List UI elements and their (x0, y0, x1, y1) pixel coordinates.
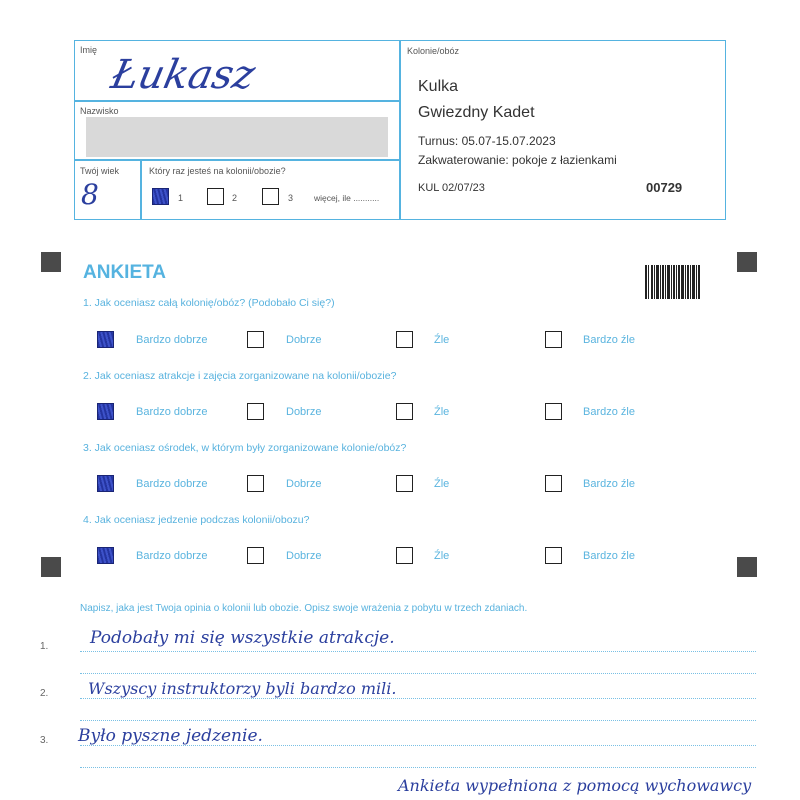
form-number: 00729 (646, 180, 683, 195)
answer-number-1: 1. (40, 641, 49, 652)
q3-label-bardzo-zle: Bardzo źle (583, 478, 635, 490)
q1-label-bardzo-dobrze: Bardzo dobrze (136, 334, 208, 346)
barcode (645, 265, 700, 299)
q1-option-dobrze[interactable] (247, 331, 264, 348)
last-name-label: Nazwisko (80, 106, 119, 116)
divider (74, 100, 400, 102)
q3-label-bardzo-dobrze: Bardzo dobrze (136, 478, 208, 490)
camp-turnus: Turnus: 05.07-15.07.2023 (418, 134, 556, 148)
q3-label-dobrze: Dobrze (286, 478, 322, 490)
scan-marker-bottom-left (41, 557, 61, 577)
q2-option-dobrze[interactable] (247, 403, 264, 420)
q1-label-dobrze: Dobrze (286, 334, 322, 346)
question-2: 2. Jak oceniasz atrakcje i zajęcia zorganizowane na kolonii/obozie? (83, 370, 397, 382)
first-name-label: Imię (80, 45, 98, 55)
q3-option-dobrze[interactable] (247, 475, 264, 492)
q1-label-bardzo-zle: Bardzo źle (583, 334, 635, 346)
answer-number-3: 3. (40, 735, 49, 746)
visit-count-checkbox-2[interactable] (207, 188, 224, 205)
answer-line (80, 698, 756, 699)
q1-option-zle[interactable] (396, 331, 413, 348)
question-4: 4. Jak oceniasz jedzenie podczas kolonii/obozu? (83, 514, 310, 526)
divider (140, 159, 142, 219)
visit-count-option-3: 3 (288, 193, 294, 203)
first-name-handwritten[interactable]: Łukasz (107, 52, 260, 98)
question-3: 3. Jak oceniasz ośrodek, w którym były zorganizowane kolonie/obóz? (83, 442, 407, 454)
answer-line (80, 720, 756, 721)
q2-label-bardzo-zle: Bardzo źle (583, 406, 635, 418)
q2-option-bardzo-dobrze[interactable] (97, 403, 114, 420)
scan-marker-top-left (41, 252, 61, 272)
q1-option-bardzo-zle[interactable] (545, 331, 562, 348)
visit-count-label: Który raz jesteś na kolonii/obozie? (149, 166, 286, 176)
camp-code: KUL 02/07/23 (418, 182, 485, 194)
camp-accommodation: Zakwaterowanie: pokoje z łazienkami (418, 153, 617, 167)
answer-line (80, 767, 756, 768)
q4-option-bardzo-dobrze[interactable] (97, 547, 114, 564)
opinion-prompt: Napisz, jaka jest Twoja opinia o kolonii lub obozie. Opisz swoje wrażenia z pobytu w trzech zdaniach. (80, 603, 528, 614)
q1-option-bardzo-dobrze[interactable] (97, 331, 114, 348)
scan-marker-top-right (737, 252, 757, 272)
last-name-redaction (86, 117, 388, 157)
camp-label: Kolonie/obóz (407, 46, 460, 56)
q4-label-zle: Źle (434, 550, 450, 562)
answer-number-2: 2. (40, 688, 49, 699)
q2-option-bardzo-zle[interactable] (545, 403, 562, 420)
q4-option-dobrze[interactable] (247, 547, 264, 564)
q2-option-zle[interactable] (396, 403, 413, 420)
q3-option-zle[interactable] (396, 475, 413, 492)
q4-label-bardzo-zle: Bardzo źle (583, 550, 635, 562)
visit-count-checkbox-1[interactable] (152, 188, 169, 205)
answer-2-handwritten[interactable]: Wszyscy instruktorzy byli bardzo mili. (88, 679, 397, 698)
camp-name: Kulka (418, 78, 459, 95)
q4-label-bardzo-dobrze: Bardzo dobrze (136, 550, 208, 562)
scan-marker-bottom-right (737, 557, 757, 577)
q4-option-zle[interactable] (396, 547, 413, 564)
visit-count-option-1: 1 (178, 193, 184, 203)
question-1: 1. Jak oceniasz całą kolonię/obóz? (Podobało Ci się?) (83, 297, 335, 309)
answer-1-handwritten[interactable]: Podobały mi się wszystkie atrakcje. (90, 628, 395, 648)
answer-3-handwritten[interactable]: Było pyszne jedzenie. (78, 726, 263, 746)
divider (399, 40, 401, 219)
q2-label-zle: Źle (434, 406, 450, 418)
divider (74, 159, 400, 161)
q2-label-dobrze: Dobrze (286, 406, 322, 418)
age-handwritten[interactable]: 8 (81, 178, 99, 211)
age-label: Twój wiek (80, 166, 120, 176)
visit-count-more: więcej, ile ........... (314, 193, 380, 203)
q2-label-bardzo-dobrze: Bardzo dobrze (136, 406, 208, 418)
q3-option-bardzo-dobrze[interactable] (97, 475, 114, 492)
q4-option-bardzo-zle[interactable] (545, 547, 562, 564)
visit-count-option-2: 2 (232, 193, 238, 203)
survey-title: ANKIETA (83, 262, 167, 283)
q4-label-dobrze: Dobrze (286, 550, 322, 562)
footer-note-handwritten: Ankieta wypełniona z pomocą wychowawcy (398, 776, 752, 795)
visit-count-checkbox-3[interactable] (262, 188, 279, 205)
q1-label-zle: Źle (434, 334, 450, 346)
answer-line (80, 651, 756, 652)
answer-line (80, 745, 756, 746)
q3-option-bardzo-zle[interactable] (545, 475, 562, 492)
answer-line (80, 673, 756, 674)
camp-program: Gwiezdny Kadet (418, 104, 535, 121)
q3-label-zle: Źle (434, 478, 450, 490)
